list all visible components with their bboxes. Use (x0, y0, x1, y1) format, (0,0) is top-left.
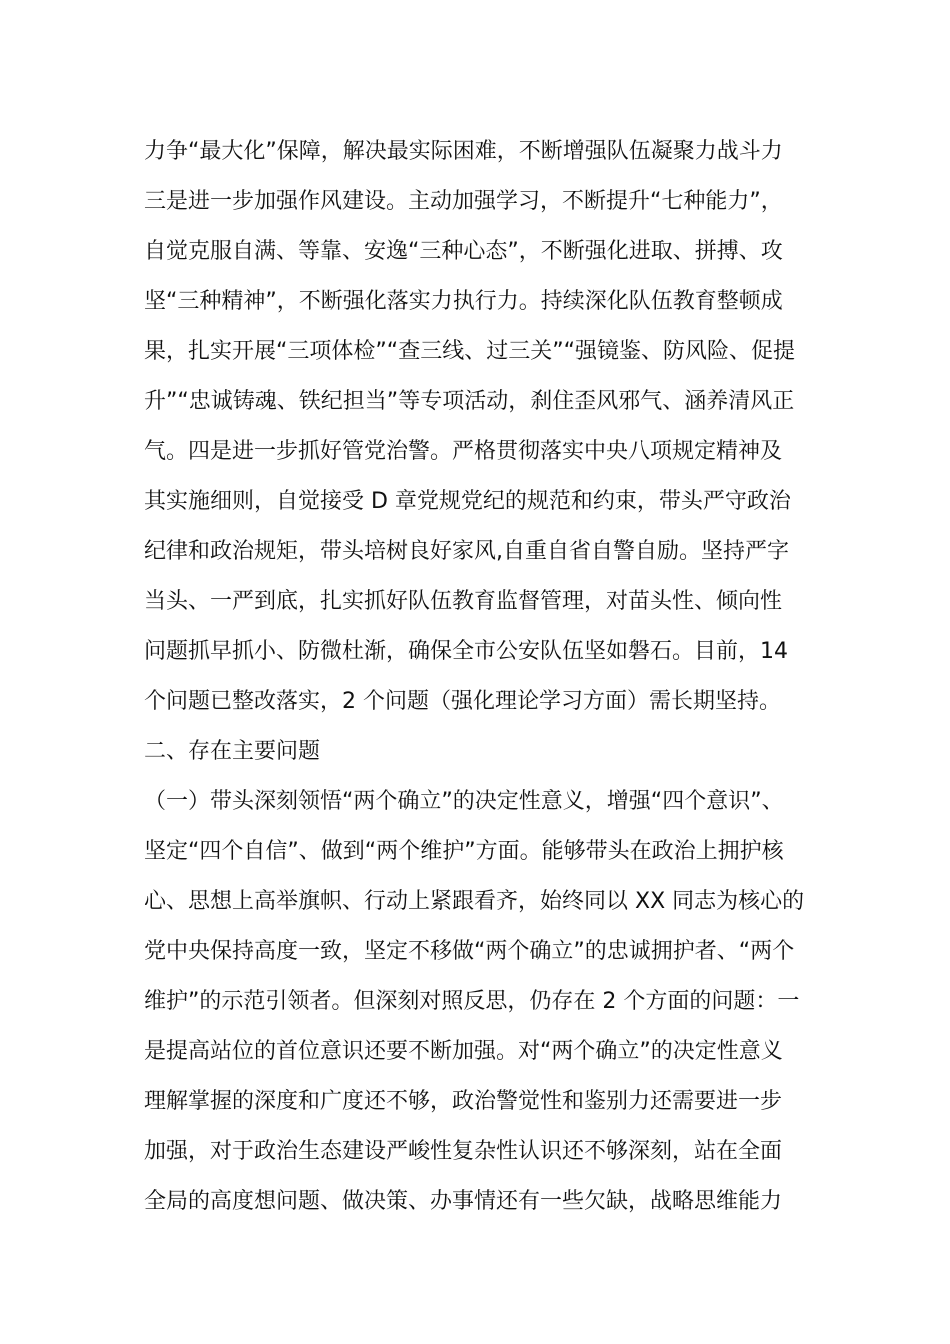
text-line: 当头、一严到底，扎实抓好队伍教育监督管理，对苗头性、倾向性 (144, 589, 783, 614)
text-line: 升”“忠诚铸魂、铁纪担当”等专项活动，刹住歪风邪气、涵养清风正 (144, 389, 795, 414)
text-line: （一）带头深刻领悟“两个确立”的决定性意义，增强“四个意识”、 (144, 789, 784, 814)
text-line: 加强，对于政治生态建设严峻性复杂性认识还不够深刻，站在全面 (144, 1139, 783, 1164)
text-line: 是提高站位的首位意识还要不断加强。对“两个确立”的决定性意义 (144, 1039, 783, 1064)
text-line: 气。四是进一步抓好管党治警。严格贯彻落实中央八项规定精神及 (144, 439, 783, 464)
text-line: 果，扎实开展“三项体检”“查三线、过三关”“强镜鉴、防风险、促提 (144, 339, 795, 364)
text-line: 纪律和政治规矩，带头培树良好家风,自重自省自警自励。坚持严字 (144, 539, 789, 564)
text-line: 其实施细则，自觉接受 D 章党规党纪的规范和约束，带头严守政治 (144, 489, 791, 514)
body-text (144, 127, 824, 1227)
text-line: 三是进一步加强作风建设。主动加强学习，不断提升“七种能力”， (144, 189, 783, 214)
text-line: 个问题已整改落实，2 个问题（强化理论学习方面）需长期坚持。 (144, 689, 781, 714)
text-line: 自觉克服自满、等靠、安逸“三种心态”，不断强化进取、拼搏、攻 (144, 239, 783, 264)
section-heading: 二、存在主要问题 (144, 739, 321, 764)
text-line: 坚定“四个自信”、做到“两个维护”方面。能够带头在政治上拥护核 (144, 839, 784, 864)
text-line: 问题抓早抓小、防微杜渐，确保全市公安队伍坚如磐石。目前，14 (144, 639, 788, 664)
text-line: 力争“最大化”保障，解决最实际困难，不断增强队伍凝聚力战斗力 (144, 139, 783, 164)
text-line: 坚“三种精神”，不断强化落实力执行力。持续深化队伍教育整顿成 (144, 289, 783, 314)
text-line: 心、思想上高举旗帜、行动上紧跟看齐，始终同以 XX 同志为核心的 (144, 889, 805, 914)
text-line: 全局的高度想问题、做决策、办事情还有一些欠缺，战略思维能力 (144, 1189, 783, 1214)
text-line: 理解掌握的深度和广度还不够，政治警觉性和鉴别力还需要进一步 (144, 1089, 783, 1114)
text-line: 维护”的示范引领者。但深刻对照反思，仍存在 2 个方面的问题：一 (144, 989, 800, 1014)
text-line: 党中央保持高度一致，坚定不移做“两个确立”的忠诚拥护者、“两个 (144, 939, 795, 964)
